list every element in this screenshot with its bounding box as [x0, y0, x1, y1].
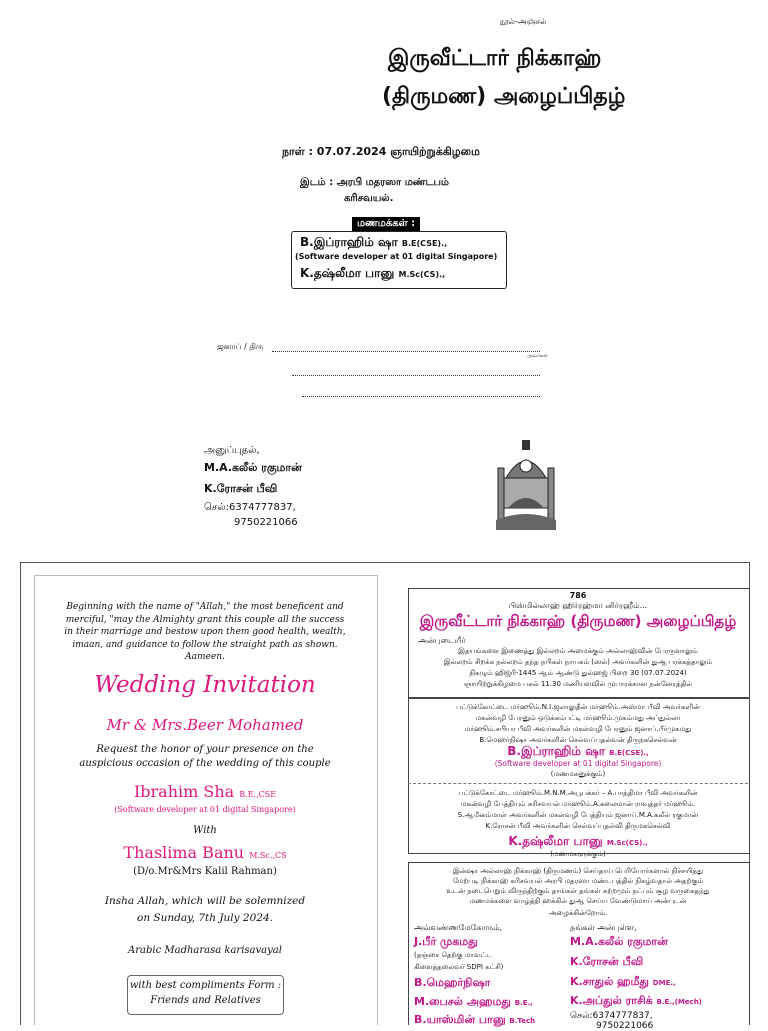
right-signoff-label: தங்கள் அன்புள்ள,: [570, 923, 637, 932]
intro-line: நிகழும் ஹிஜ்ரி-1445 ஆம் ஆண்டு துல்ஹஜ் பிறை 30 (07.07.2024): [469, 669, 687, 677]
english-groom: [34, 782, 376, 801]
compliments-line-2: Friends and Relatives: [150, 995, 261, 1006]
groom-family-line: மர்ஹூம்.சபியா பீவி அவர்களின் மகள்வழி பேரனும் ஜனாப்.பீர்முகமது: [464, 725, 692, 733]
groom-label: (மணமகனுக்கும்): [550, 770, 606, 778]
postal-label: நூல்-அஞ்சல்: [500, 17, 547, 26]
bride-name: K.தஷ்லீமா பானு: [300, 266, 395, 280]
number-786: 786: [569, 591, 587, 600]
left-name-4-degree: B.Tech: [509, 1017, 536, 1025]
groom-name: Ibrahim Sha: [133, 782, 235, 801]
left-name-3-degree: B.E.,: [514, 999, 533, 1007]
groom-family-line: B.மெஹர்நிஷா அவர்களின் செல்வப்புதல்வன் திருநகசெல்வன்: [479, 736, 677, 744]
closing-line: மணமக்களை வாழ்த்தி ஹக்கில் துஆ செய்ய வேண்டுமாய் அன்புடன்: [469, 897, 687, 905]
venue-text: Arabic Madharasa karisavayal: [128, 945, 282, 956]
right-phone-2: 9750221066: [596, 1021, 654, 1031]
sender-phone-2: 9750221066: [234, 517, 298, 528]
groom-degree: B.E(CSE).,: [609, 749, 649, 757]
groom-job: (Software developer at 01 digital Singapore): [295, 252, 498, 261]
english-bride: [34, 843, 376, 862]
groom-degree: B.E.,CSE: [239, 790, 277, 799]
envelope-bride: [300, 266, 445, 282]
address-suffix: அவர்கள்: [527, 353, 548, 359]
bismillah: பிஸ்மில்லாஹ் ஹிர்ரஹ்மா னிர்ரஹீம்...: [508, 601, 648, 610]
intro-line: இதயங்களை இணைத்து இல்லறம் அமைக்கும் அல்லாஹ்வின் பேரருளாலும்: [458, 647, 698, 655]
blessing-text: Beginning with the name of "Allah," the most beneficent and merciful, "may the Almighty grant this couple all the success in their marriage and bestow upon them good health, wealth, imaan, and guidance to follow the straight path as shown. Aameen.: [64, 602, 346, 662]
event-date: நாள் : 07.07.2024 ஞாயிற்றுக்கிழமை: [282, 145, 480, 158]
bride-family-line: S.ஆமீனம்மாள் அவர்களின் மகள்வழி பேத்தியும் ஜனாப்.M.A.கலீல் ரகுமான்: [457, 811, 699, 819]
groom-name: B.இப்ராஹிம் ஷா: [507, 744, 605, 758]
venue-line1: இடம் : அரபி மதரஸா மண்டபம்: [300, 177, 449, 188]
address-line-1: [272, 351, 540, 352]
compliments-box: [127, 975, 284, 1015]
mosque-emblem-icon: [496, 438, 556, 530]
left-signoff-label: அவ்வண்ணமேகோரும்,: [414, 923, 503, 932]
closing-line: இன்ஷா அல்லாஹ் நிக்காஹ் (திருமணம்) செய்தாய் பெரியோர்களால் நிச்சயித்து: [452, 867, 704, 875]
sender-label: அனுப்புதல்,: [204, 445, 260, 456]
left-name-2: B.மெஹர்நிஷா: [414, 976, 491, 989]
bride-degree: M.Sc.,CS: [249, 851, 287, 860]
left-name-3-text: M.பைசல் அஹமது: [414, 995, 511, 1008]
right-name-3-text: K.சாதுல் ஹமீது: [570, 975, 649, 988]
closing-line: அழைக்கின்றோம்.: [548, 909, 608, 917]
right-name-4: [570, 994, 702, 1009]
bride-parents: (D/o.Mr&Mrs Kalil Rahman): [133, 866, 277, 877]
request-text: Request the honor of your presence on the auspicious occasion of the wedding of this couple: [79, 744, 331, 769]
envelope-title-line2: (திருமண) அழைப்பிதழ்: [382, 84, 626, 109]
groom-degree: B.E(CSE).,: [401, 239, 448, 248]
solemnize-line-1: Insha Allah, which will be solemnized: [104, 895, 306, 907]
left-name-1: J.பீர் முகமது: [414, 935, 478, 948]
envelope-groom: [300, 235, 447, 251]
intro-line: ஞாயிற்றுக்கிழமை பகல் 11.30 மணியளவில் முபாரக்கான நன்னேரத்தில்: [463, 680, 693, 688]
left-name-4: [414, 1013, 535, 1028]
envelope-title-line1: இருவீட்டார் நிக்காஹ்: [388, 46, 602, 71]
groom-job: (Software developer at 01 digital Singapore): [114, 805, 296, 814]
bride-degree: M.Sc(CS).,: [606, 839, 648, 847]
couple-header: மணமக்கள் :: [352, 217, 420, 231]
host-names: Mr & Mrs.Beer Mohamed: [106, 716, 304, 734]
sender-name-1: M.A.கலீல் ரகுமான்: [204, 461, 302, 474]
bride-name: Thaslima Banu: [123, 843, 245, 862]
bride-family-line: K.ரோசன் பீவி அவர்களின் செல்வப்புதல்வி திருமகசெல்வி: [485, 822, 671, 830]
compliments-line-1: with best compliments Form :: [129, 980, 282, 991]
solemnize-text: [34, 893, 376, 927]
bride-name: K.தஷ்லீமா பானு: [508, 834, 603, 848]
bride-label: (மணமகளுக்கும்): [550, 850, 606, 858]
address-line-2: [292, 375, 540, 376]
right-name-4-text: K.அப்துல் ராசிக்: [570, 994, 653, 1007]
right-name-3: [570, 975, 676, 990]
groom-job: (Software developer at 01 digital Singapore): [494, 759, 662, 768]
bride-family-line: மகன்வழி பேத்தியும் கரிசவயல் மர்ஹூம்.A.கலைமான் ராவுத்தர் மர்ஹூம்.: [460, 800, 696, 808]
left-note-1: (தஞ்சை தெற்கு மாவட்ட: [414, 951, 492, 959]
address-line-3: [302, 396, 540, 397]
groom-family-line: பட்டுக்கோட்டை மர்ஹூம்.N.I.ஜலாலுதீன் மர்ஹூம்.அஸ்மா பீவி அவர்களின்: [456, 703, 700, 711]
right-name-4-degree: B.E.,(Mech): [656, 998, 702, 1006]
greeting: அன்புடையீர்: [418, 636, 466, 645]
right-name-2: K.ரோசன் பீவி: [570, 955, 644, 968]
solemnize-line-2: on Sunday, 7th July 2024.: [137, 912, 273, 924]
closing-line: மேற்படி நிக்காஹ் கரிசவயல் அரபி மதரஸா மண்டபத்தில் நிகழ்வதால் அதற்கும்: [452, 877, 704, 885]
venue-line2: கரிசவயல்.: [344, 193, 394, 204]
bride-family-line: பட்டுக்கோட்டை மர்ஹூம்.M.N.M.அபூபக்கர் – A.பாத்திமா பீவி அவர்களின்: [458, 789, 698, 797]
with-text: With: [193, 825, 217, 836]
groom-name: B.இப்ராஹிம் ஷா: [300, 235, 398, 249]
tamil-groom: [408, 744, 748, 760]
intro-line: இல்லறம் சிறக்க நல்லறம் தந்த நபிகள் நாயகம் (ஸல்) அவர்களின் துஆ பரக்கத்தாலும்: [443, 658, 713, 666]
right-name-1: M.A.கலீல் ரகுமான்: [570, 935, 668, 948]
left-note-2: கிளைத்தலைவர் SDPI கட்சி): [414, 963, 504, 971]
tamil-title: இருவீட்டார் நிக்காஹ் (திருமண) அழைப்பிதழ்: [419, 612, 737, 630]
left-name-4-text: B.யாஸ்மின் பானு: [414, 1013, 506, 1026]
left-name-3: [414, 995, 533, 1010]
address-label: ஜனாப் / திரு: [217, 342, 264, 351]
groom-family-line: மகன்வழி பேரனும் ஒடுக்கம்பட்டி மர்ஹூம்.முகம்மது அப்துல்லா: [475, 714, 681, 722]
sender-name-2: K.ரோசன் பீவி: [204, 482, 278, 495]
tamil-bride: [408, 834, 748, 850]
bride-degree: M.Sc(CS).,: [398, 270, 446, 279]
divider: [408, 783, 748, 784]
sender-phone-1: செல்:6374777837,: [204, 502, 296, 513]
closing-line: உடன் நடைபெறும் விருந்திற்கும் தாங்கள் தங்கள் சுற்றமும் நட்பும் சூழ வருகைதந்து: [446, 887, 710, 895]
right-phone-1: செல்:6374777837,: [570, 1011, 653, 1021]
right-name-3-degree: DME.,: [652, 979, 676, 987]
wedding-title: Wedding Invitation: [94, 672, 316, 698]
